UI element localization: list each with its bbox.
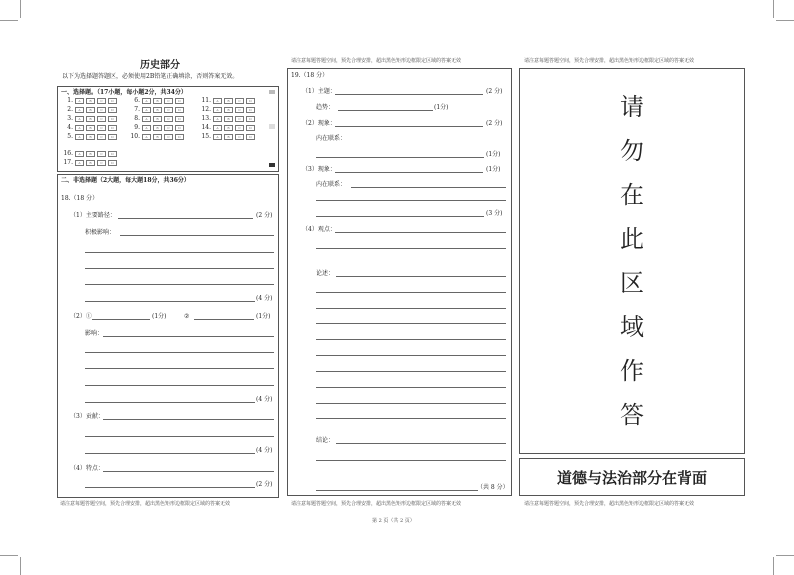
q19-p4-conclude: 结论： bbox=[316, 437, 335, 444]
answer-bubble[interactable]: A bbox=[75, 125, 84, 131]
crop-mark bbox=[20, 0, 21, 18]
no-answer-char: 区 bbox=[620, 269, 644, 297]
answer-line bbox=[316, 157, 484, 158]
answer-bubble[interactable]: A bbox=[213, 107, 222, 113]
answer-line bbox=[85, 268, 274, 269]
answer-bubble[interactable]: D bbox=[246, 134, 255, 140]
answer-bubble[interactable]: D bbox=[175, 116, 184, 122]
answer-bubble[interactable]: D bbox=[108, 151, 117, 157]
answer-bubble[interactable]: B bbox=[86, 116, 95, 122]
question-number: 6. bbox=[134, 97, 140, 104]
timing-mark bbox=[269, 124, 275, 129]
answer-line bbox=[120, 235, 274, 236]
answer-bubble[interactable]: A bbox=[142, 107, 151, 113]
answer-bubble[interactable]: B bbox=[153, 125, 162, 131]
answer-bubble[interactable]: D bbox=[108, 116, 117, 122]
mcq-row bbox=[61, 150, 119, 157]
score: (1分) bbox=[256, 313, 271, 320]
question-number: 12. bbox=[201, 106, 211, 113]
mcq-row bbox=[61, 97, 119, 104]
answer-bubble[interactable]: B bbox=[86, 151, 95, 157]
answer-line bbox=[316, 248, 506, 249]
question-number: 10. bbox=[130, 133, 140, 140]
crop-mark bbox=[0, 555, 18, 556]
answer-line bbox=[338, 110, 433, 111]
timing-mark bbox=[269, 163, 275, 167]
question-number: 9. bbox=[134, 124, 140, 131]
q18-p1: （1）主要路径： bbox=[70, 212, 116, 219]
answer-line bbox=[316, 355, 506, 356]
answer-bubble[interactable]: D bbox=[175, 98, 184, 104]
answer-bubble[interactable]: A bbox=[213, 116, 222, 122]
answer-line bbox=[335, 232, 506, 233]
answer-bubble[interactable]: B bbox=[153, 98, 162, 104]
answer-bubble[interactable]: D bbox=[246, 98, 255, 104]
score: (2 分) bbox=[486, 120, 503, 127]
mcq-row bbox=[61, 159, 119, 166]
mcq-row bbox=[128, 115, 186, 122]
answer-bubble[interactable]: C bbox=[97, 116, 106, 122]
answer-line bbox=[103, 419, 274, 420]
answer-line bbox=[316, 308, 506, 309]
answer-line bbox=[316, 323, 506, 324]
answer-bubble[interactable]: A bbox=[213, 134, 222, 140]
answer-bubble[interactable]: D bbox=[108, 98, 117, 104]
answer-line bbox=[194, 319, 254, 320]
page-footer: 第 2 页（共 2 页） bbox=[372, 518, 415, 524]
score: (4 分) bbox=[256, 295, 273, 302]
answer-bubble[interactable]: C bbox=[164, 98, 173, 104]
mcq-row bbox=[61, 133, 119, 140]
no-answer-char: 请 bbox=[620, 93, 644, 121]
question-number: 15. bbox=[201, 133, 211, 140]
question-number: 2. bbox=[67, 106, 73, 113]
q19-answer-box bbox=[287, 68, 512, 496]
answer-bubble[interactable]: A bbox=[75, 151, 84, 157]
q19-p2-link: 内在联系： bbox=[316, 135, 347, 142]
question-number: 5. bbox=[67, 133, 73, 140]
q19-p4-argue: 论述： bbox=[316, 270, 335, 277]
answer-bubble[interactable]: B bbox=[153, 134, 162, 140]
q18-p4: （4）特点： bbox=[70, 465, 104, 472]
answer-bubble[interactable]: C bbox=[235, 98, 244, 104]
mcq-heading: 一、选择题。（17小题，每小题2分，共34分） bbox=[61, 89, 187, 96]
answer-bubble[interactable]: B bbox=[224, 125, 233, 131]
answer-bubble[interactable]: C bbox=[235, 107, 244, 113]
answer-bubble[interactable]: D bbox=[246, 116, 255, 122]
q18-p2b: ② bbox=[184, 313, 190, 320]
answer-line bbox=[316, 403, 506, 404]
q19-p2: （2）现象： bbox=[302, 120, 336, 127]
answer-bubble[interactable]: A bbox=[142, 116, 151, 122]
answer-line bbox=[85, 436, 274, 437]
answer-line bbox=[85, 352, 274, 353]
crop-mark bbox=[20, 557, 21, 575]
answer-bubble[interactable]: B bbox=[86, 107, 95, 113]
crop-mark bbox=[776, 20, 794, 21]
mcq-row bbox=[61, 124, 119, 131]
answer-bubble[interactable]: B bbox=[224, 98, 233, 104]
q19-p1-trend: 趋势： bbox=[316, 104, 335, 111]
answer-line bbox=[335, 172, 483, 173]
answer-bubble[interactable]: B bbox=[224, 116, 233, 122]
mcq-row bbox=[128, 106, 186, 113]
answer-bubble[interactable]: C bbox=[235, 116, 244, 122]
answer-bubble[interactable]: C bbox=[97, 98, 106, 104]
answer-line bbox=[335, 126, 483, 127]
mcq-row bbox=[199, 97, 257, 104]
answer-bubble[interactable]: D bbox=[108, 160, 117, 166]
total-score: （共 8 分） bbox=[477, 484, 509, 491]
answer-line bbox=[85, 301, 255, 302]
mcq-row bbox=[199, 115, 257, 122]
notice: 请注意每题答题空间，预先合理安排，超出黑色矩形边框限定区域的答案无效 bbox=[524, 501, 695, 507]
answer-line bbox=[351, 187, 506, 188]
answer-line bbox=[85, 402, 255, 403]
q18-p3: （3）贡献： bbox=[70, 413, 104, 420]
answer-line bbox=[336, 276, 506, 277]
score: (4 分) bbox=[256, 447, 273, 454]
answer-bubble[interactable]: A bbox=[75, 116, 84, 122]
no-answer-box bbox=[519, 68, 745, 454]
answer-line bbox=[85, 284, 274, 285]
question-number: 3. bbox=[67, 115, 73, 122]
answer-bubble[interactable]: A bbox=[75, 107, 84, 113]
answer-line bbox=[85, 368, 274, 369]
answer-bubble[interactable]: A bbox=[213, 125, 222, 131]
part2-heading: 二、非选择题（2大题，每大题18分，共36分） bbox=[61, 177, 190, 184]
mcq-row bbox=[128, 124, 186, 131]
question-number: 4. bbox=[67, 124, 73, 131]
q18-p2-effect: 影响： bbox=[85, 330, 104, 337]
answer-line bbox=[85, 252, 274, 253]
answer-bubble[interactable]: B bbox=[86, 134, 95, 140]
score: (1分) bbox=[434, 104, 449, 111]
crop-mark bbox=[773, 557, 774, 575]
question-number: 7. bbox=[134, 106, 140, 113]
score: (2 分) bbox=[256, 481, 273, 488]
no-answer-char: 此 bbox=[620, 225, 644, 253]
answer-bubble[interactable]: B bbox=[224, 107, 233, 113]
mcq-row bbox=[128, 133, 186, 140]
q18-p2a: （2）① bbox=[70, 313, 92, 320]
question-number: 8. bbox=[134, 115, 140, 122]
answer-bubble[interactable]: A bbox=[142, 98, 151, 104]
mcq-answer-box bbox=[57, 86, 279, 172]
answer-bubble[interactable]: D bbox=[108, 134, 117, 140]
back-note: 道德与法治部分在背面 bbox=[556, 469, 707, 487]
crop-mark bbox=[0, 20, 18, 21]
answer-bubble[interactable]: D bbox=[175, 134, 184, 140]
answer-line bbox=[316, 216, 484, 217]
answer-bubble[interactable]: D bbox=[175, 107, 184, 113]
answer-bubble[interactable]: B bbox=[86, 98, 95, 104]
answer-line bbox=[118, 218, 253, 219]
answer-bubble[interactable]: C bbox=[235, 134, 244, 140]
no-answer-char: 勿 bbox=[620, 137, 644, 165]
q19-p3-link: 内在联系： bbox=[316, 181, 347, 188]
answer-bubble[interactable]: C bbox=[235, 125, 244, 131]
answer-bubble[interactable]: C bbox=[97, 160, 106, 166]
score: (2 分) bbox=[486, 88, 503, 95]
answer-bubble[interactable]: B bbox=[224, 134, 233, 140]
answer-bubble[interactable]: A bbox=[213, 98, 222, 104]
q19-label: 19.（18 分） bbox=[291, 72, 329, 79]
score: (1分) bbox=[152, 313, 167, 320]
q19-p3: （3）现象： bbox=[302, 166, 336, 173]
answer-bubble[interactable]: C bbox=[97, 134, 106, 140]
answer-line bbox=[316, 200, 506, 201]
answer-line bbox=[316, 292, 506, 293]
score: (3 分) bbox=[486, 210, 503, 217]
answer-bubble[interactable]: C bbox=[97, 125, 106, 131]
answer-line bbox=[103, 336, 274, 337]
score: (1分) bbox=[486, 166, 501, 173]
answer-bubble[interactable]: A bbox=[75, 160, 84, 166]
crop-mark bbox=[776, 555, 794, 556]
mcq-row bbox=[199, 133, 257, 140]
no-answer-char: 作 bbox=[620, 357, 644, 385]
question-number: 14. bbox=[201, 124, 211, 131]
no-answer-char: 域 bbox=[620, 313, 644, 341]
notice: 请注意每题答题空间，预先合理安排，超出黑色矩形边框限定区域的答案无效 bbox=[291, 501, 462, 507]
answer-line bbox=[316, 460, 506, 461]
answer-bubble[interactable]: A bbox=[142, 125, 151, 131]
no-answer-char: 在 bbox=[620, 181, 644, 209]
question-number: 16. bbox=[63, 150, 73, 157]
q18-p1-effect: 积极影响： bbox=[85, 229, 116, 236]
question-number: 11. bbox=[201, 97, 211, 104]
mcq-row bbox=[128, 97, 186, 104]
timing-mark bbox=[269, 90, 275, 94]
question-number: 13. bbox=[201, 115, 211, 122]
answer-line bbox=[92, 319, 150, 320]
answer-line bbox=[85, 385, 274, 386]
no-answer-char: 答 bbox=[620, 401, 644, 429]
answer-bubble[interactable]: C bbox=[164, 107, 173, 113]
answer-bubble[interactable]: D bbox=[246, 125, 255, 131]
section-title: 历史部分 bbox=[140, 60, 180, 71]
score: (4 分) bbox=[256, 396, 273, 403]
q19-p1: （1）主题： bbox=[302, 88, 336, 95]
question-number: 17. bbox=[63, 159, 73, 166]
answer-bubble[interactable]: C bbox=[164, 116, 173, 122]
answer-bubble[interactable]: D bbox=[246, 107, 255, 113]
answer-line bbox=[103, 471, 274, 472]
notice: 请注意每题答题空间，预先合理安排，超出黑色矩形边框限定区域的答案无效 bbox=[524, 58, 695, 64]
answer-line bbox=[316, 371, 506, 372]
answer-bubble[interactable]: D bbox=[108, 107, 117, 113]
score: (1分) bbox=[486, 151, 501, 158]
mcq-row bbox=[61, 106, 119, 113]
answer-bubble[interactable]: C bbox=[97, 107, 106, 113]
crop-mark bbox=[773, 0, 774, 18]
answer-bubble[interactable]: B bbox=[86, 125, 95, 131]
answer-bubble[interactable]: B bbox=[153, 116, 162, 122]
mcq-row bbox=[199, 124, 257, 131]
answer-line bbox=[316, 339, 506, 340]
answer-line bbox=[336, 443, 506, 444]
answer-bubble[interactable]: B bbox=[86, 160, 95, 166]
answer-line bbox=[316, 490, 478, 491]
answer-line bbox=[335, 94, 483, 95]
question-number: 1. bbox=[67, 97, 73, 104]
answer-bubble[interactable]: A bbox=[75, 134, 84, 140]
answer-bubble[interactable]: A bbox=[142, 134, 151, 140]
mcq-instruction: 以下为选择题答题区，必须使用2B铅笔正确填涂，否则答案无效。 bbox=[62, 73, 239, 80]
mcq-row bbox=[61, 115, 119, 122]
answer-line bbox=[85, 487, 255, 488]
score: (2 分) bbox=[256, 212, 273, 219]
notice: 请注意每题答题空间，预先合理安排，超出黑色矩形边框限定区域的答案无效 bbox=[60, 501, 231, 507]
answer-bubble[interactable]: A bbox=[75, 98, 84, 104]
answer-bubble[interactable]: D bbox=[108, 125, 117, 131]
answer-bubble[interactable]: C bbox=[164, 134, 173, 140]
answer-line bbox=[316, 387, 506, 388]
q19-p4: （4）观点： bbox=[302, 226, 336, 233]
q18-answer-box bbox=[57, 174, 279, 498]
back-note-box bbox=[519, 458, 745, 496]
mcq-row bbox=[199, 106, 257, 113]
answer-bubble[interactable]: C bbox=[164, 125, 173, 131]
notice: 请注意每题答题空间，预先合理安排，超出黑色矩形边框限定区域的答案无效 bbox=[291, 58, 462, 64]
answer-bubble[interactable]: D bbox=[175, 125, 184, 131]
answer-line bbox=[316, 418, 506, 419]
answer-line bbox=[85, 453, 255, 454]
answer-bubble[interactable]: C bbox=[97, 151, 106, 157]
q18-label: 18.（18 分） bbox=[61, 195, 99, 202]
answer-bubble[interactable]: B bbox=[153, 107, 162, 113]
